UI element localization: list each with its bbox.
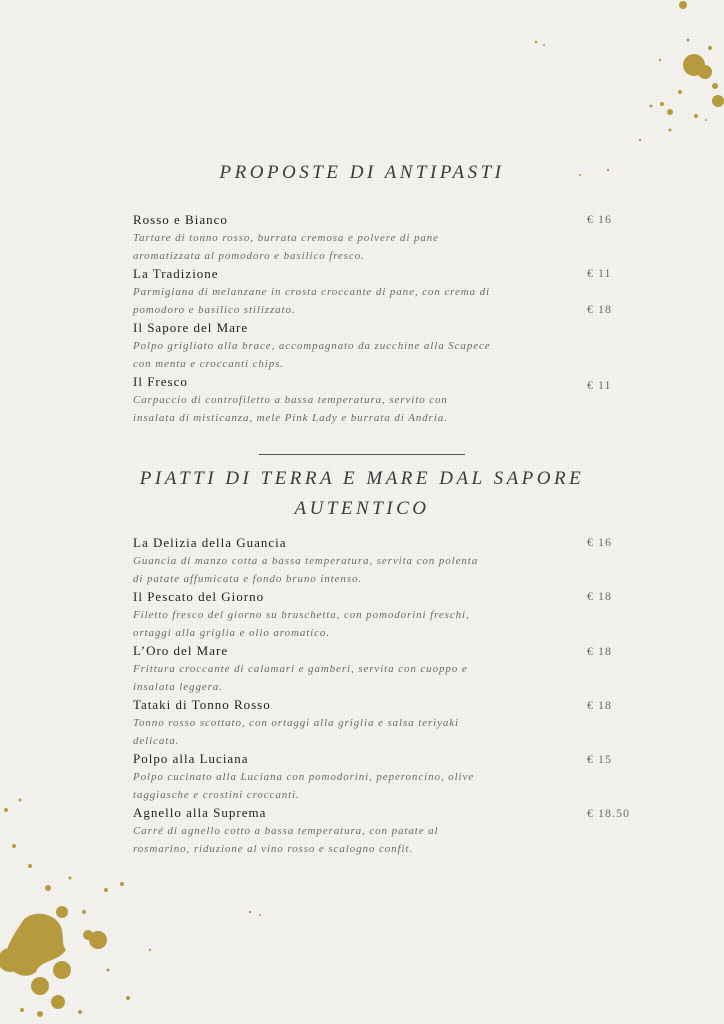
menu-item-description: Tonno rosso scottato, con ortaggi alla griglia e salsa teriyaki delicata.	[133, 717, 460, 747]
menu-item-description: Tartare di tonno rosso, burrata cremosa e polvere di pane aromatizzata al pomodoro e basilico fresco.	[133, 232, 439, 262]
menu-item-price: € 18	[587, 644, 612, 658]
menu-item	[133, 534, 533, 588]
menu-item-price: € 18	[587, 589, 612, 603]
menu-item	[133, 265, 533, 319]
menu-item	[133, 804, 533, 858]
menu-item-name: Il Fresco	[133, 374, 188, 389]
menu-item-price: € 18	[587, 302, 612, 316]
menu-item	[133, 642, 533, 696]
menu-item-price: € 16	[587, 212, 612, 226]
menu-item-name: La Delizia della Guancia	[133, 535, 287, 550]
menu-item-price: € 11	[587, 266, 612, 280]
antipasti-title: PROPOSTE DI ANTIPASTI	[219, 162, 505, 183]
menu-item	[133, 373, 533, 427]
menu-item-description: Guancia di manzo cotta a bassa temperatura, servita con polenta di patate affumicata e fondo bruno intenso.	[133, 555, 479, 585]
piatti-title-line-1: PIATTI DI TERRA E MARE DAL SAPORE	[139, 468, 585, 489]
menu-item-description: Frittura croccante di calamari e gamberi, servita con cuoppo e insalata leggera.	[133, 663, 468, 693]
menu-item-price: € 11	[587, 378, 612, 392]
menu-item-name: L’Oro del Mare	[133, 643, 229, 658]
menu-item-description: Carré di agnello cotto a bassa temperatura, con patate al rosmarino, riduzione al vino rosso e scalogno confit.	[133, 825, 439, 855]
menu-item	[133, 696, 533, 750]
menu-item-description: Polpo grigliato alla brace, accompagnato da zucchine alla Scapece con menta e croccanti chips.	[133, 340, 491, 370]
piatti-title-line-2: AUTENTICO	[294, 498, 430, 519]
menu-item	[133, 211, 533, 265]
menu-item-name: Agnello alla Suprema	[133, 805, 267, 820]
menu-item-description: Filetto fresco del giorno su bruschetta, con pomodorini freschi, ortaggi alla griglia e olio aromatico.	[133, 609, 470, 639]
section-divider	[259, 454, 465, 455]
menu-item-price: € 18.50	[587, 806, 630, 820]
menu-item-name: Rosso e Bianco	[133, 212, 228, 227]
menu-item-price: € 18	[587, 698, 612, 712]
menu-item-name: Polpo alla Luciana	[133, 751, 249, 766]
menu-item-name: Tataki di Tonno Rosso	[133, 697, 271, 712]
menu-item	[133, 750, 533, 804]
menu-item-name: Il Sapore del Mare	[133, 320, 249, 335]
menu-item-price: € 15	[587, 752, 612, 766]
menu-item-name: Il Pescato del Giorno	[133, 589, 265, 604]
menu-item	[133, 319, 533, 373]
menu-item-description: Carpaccio di controfiletto a bassa temperatura, servito con insalata di misticanza, mele Pink Lady e burrata di Andria.	[133, 394, 448, 424]
menu-item-description: Parmigiana di melanzane in crosta croccante di pane, con crema di pomodoro e basilico stilizzato.	[133, 286, 490, 316]
menu-item-price: € 16	[587, 535, 612, 549]
menu-item-description: Polpo cucinato alla Luciana con pomodorini, peperoncino, olive taggiasche e crostini croccanti.	[133, 771, 475, 801]
menu-item	[133, 588, 533, 642]
menu-item-name: La Tradizione	[133, 266, 219, 281]
